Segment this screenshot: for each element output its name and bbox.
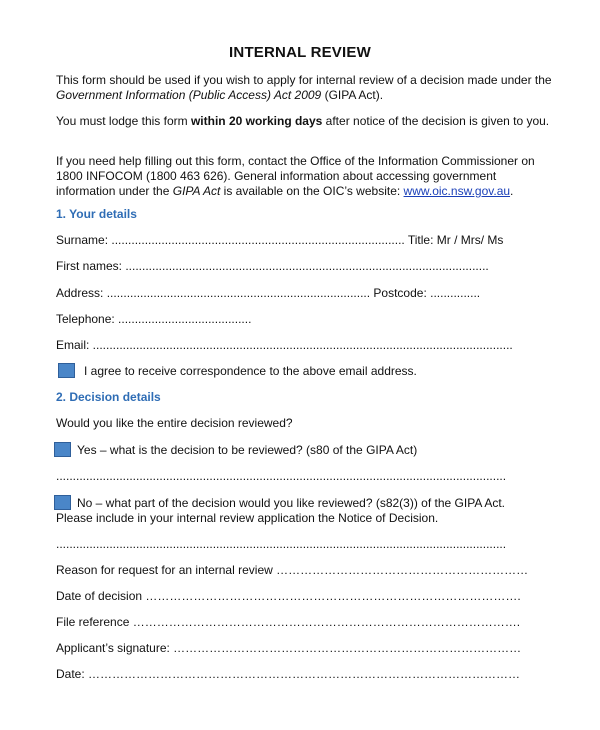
file-reference-field[interactable]: File reference …………………………………………………………………………………….: [56, 615, 521, 629]
intro-text: is available on the OIC’s website:: [220, 184, 404, 198]
intro-text: after notice of the decision is given to you.: [322, 114, 550, 128]
no-checkbox[interactable]: [54, 495, 71, 510]
yes-option-label: Yes – what is the decision to be reviewed? (s80 of the GIPA Act): [77, 443, 418, 457]
intro-text: (GIPA Act).: [321, 88, 384, 102]
agree-email-checkbox[interactable]: [58, 363, 75, 378]
date-field[interactable]: Date: ………………………………………………………………………………………………: [56, 667, 521, 681]
reason-field[interactable]: Reason for request for an internal review ………………………………………………………: [56, 563, 529, 577]
no-option-label: No – what part of the decision would you like reviewed? (s82(3)) of the GIPA Act.: [77, 496, 505, 510]
intro-text: .: [510, 184, 514, 198]
applicant-signature-field[interactable]: Applicant’s signature: ……………………………………………………………………………: [56, 641, 522, 655]
form-title: INTERNAL REVIEW: [229, 44, 371, 61]
section-1-heading: 1. Your details: [56, 207, 137, 221]
no-answer-field[interactable]: .......................................................................................................................................: [56, 537, 507, 551]
intro-paragraph-2: [56, 114, 556, 129]
address-field[interactable]: Address: ............................................................................... Postcode: ...............: [56, 286, 481, 300]
email-field[interactable]: Email: ..............................................................................................................................: [56, 338, 513, 352]
deadline-text: within 20 working days: [190, 114, 323, 128]
section-2-heading: 2. Decision details: [56, 390, 161, 404]
yes-answer-field[interactable]: .......................................................................................................................................: [56, 469, 507, 483]
act-name: GIPA Act: [172, 184, 221, 198]
first-names-field[interactable]: First names: .............................................................................................................: [56, 259, 489, 273]
intro-text: You must lodge this form: [56, 114, 191, 128]
intro-text: This form should be used if you wish to apply for internal review of a decision made under the: [56, 73, 552, 87]
no-option-instruction: Please include in your internal review application the Notice of Decision.: [56, 511, 439, 525]
agree-email-label: I agree to receive correspondence to the above email address.: [84, 364, 417, 378]
entire-decision-question: Would you like the entire decision reviewed?: [56, 416, 293, 430]
intro-paragraph-1: [56, 73, 556, 103]
telephone-field[interactable]: Telephone: ........................................: [56, 312, 252, 326]
intro-text: If you need help filling out this form, contact the Office of the Information Commissioner on 1800 INFOCOM (1800 463 626). General information about accessing government information under the: [56, 154, 535, 198]
act-name: Government Information (Public Access) Act 2009: [56, 88, 322, 102]
surname-field[interactable]: Surname: ........................................................................................ Title: Mr / Mrs/ Ms: [56, 233, 504, 247]
yes-checkbox[interactable]: [54, 442, 71, 457]
date-of-decision-field[interactable]: Date of decision ………………………………………………………………………………….: [56, 589, 521, 603]
intro-paragraph-3: [56, 154, 556, 199]
oic-website-link[interactable]: www.oic.nsw.gov.au: [403, 184, 511, 198]
